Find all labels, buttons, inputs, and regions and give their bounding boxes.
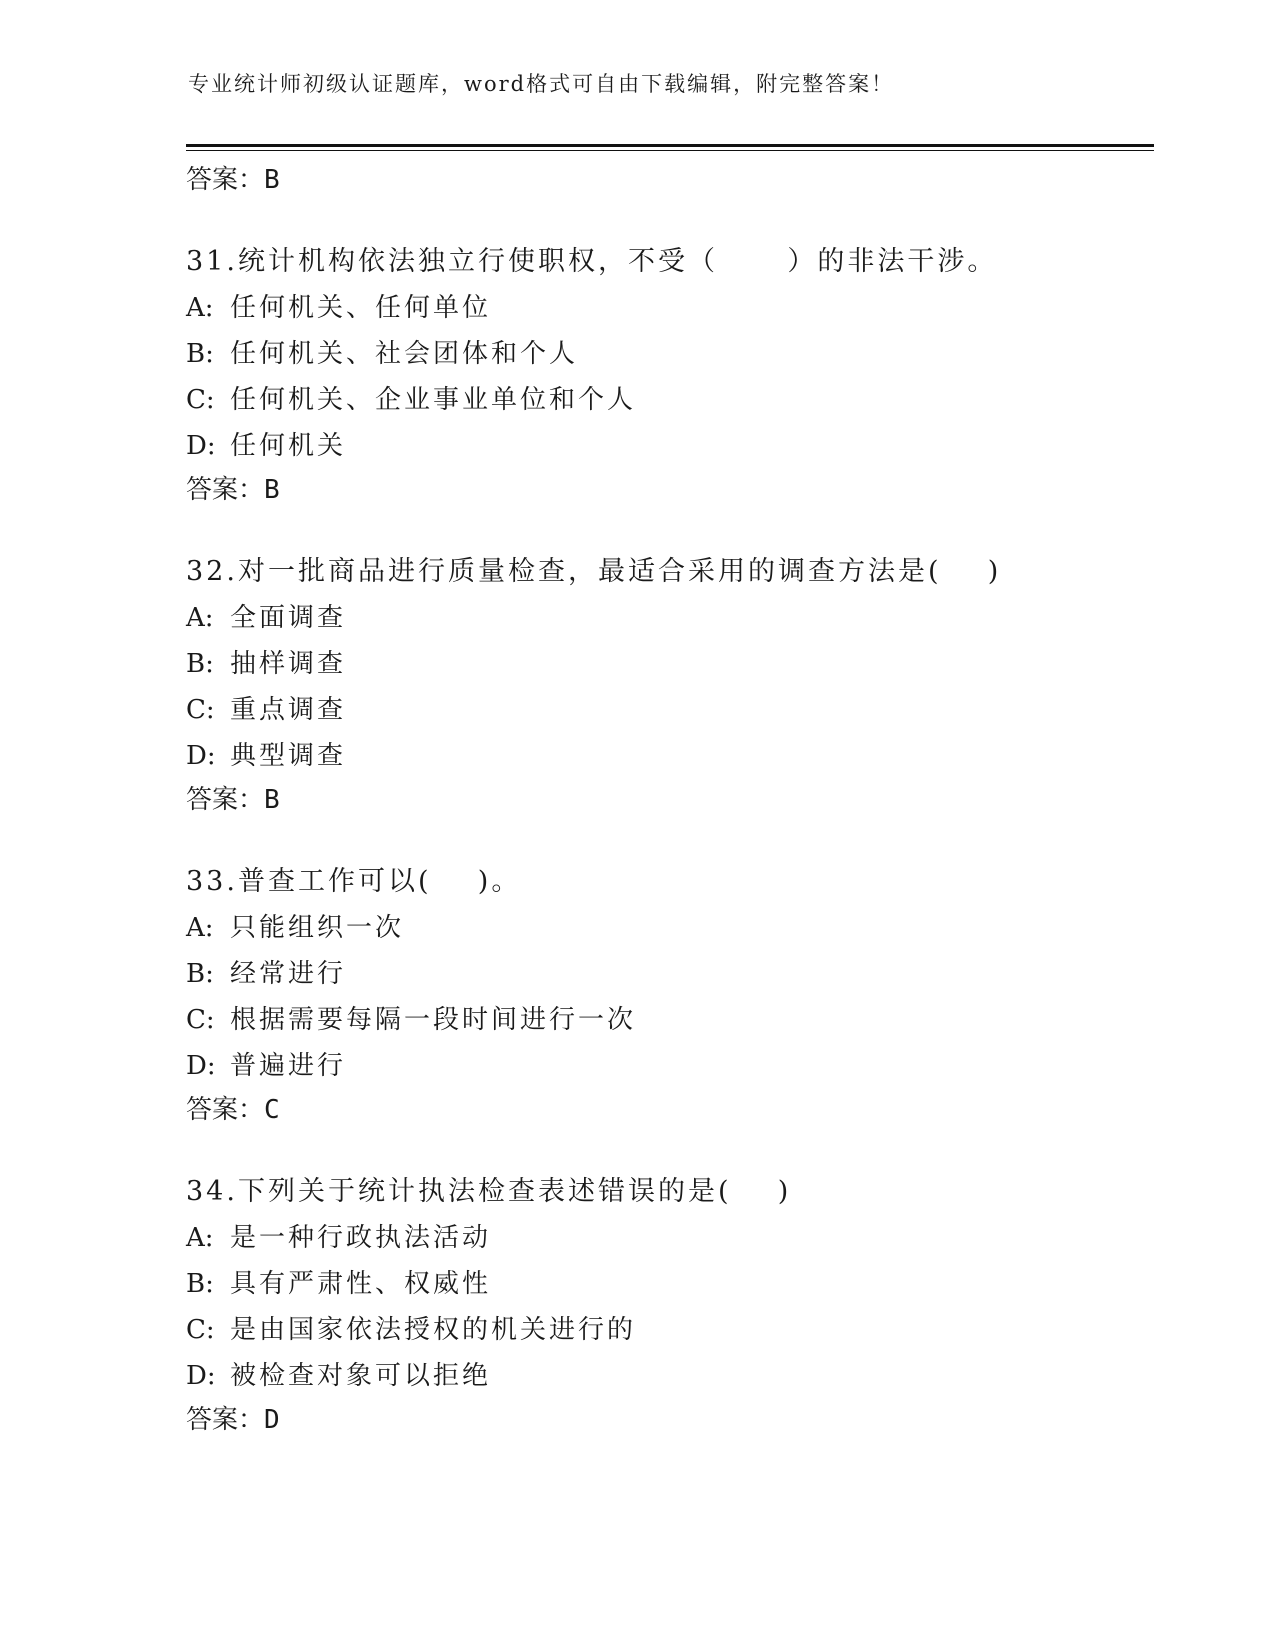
header-rule-thin [186,150,1154,151]
question-stem: 34.下列关于统计执法检查表述错误的是( ) [186,1176,792,1207]
option-letter: D: [186,1051,216,1081]
option-text: 任何机关、社会团体和个人 [230,339,579,369]
option-letter: D: [186,741,216,771]
option-d [186,1048,1146,1084]
option-b [186,646,1146,682]
option-text: 全面调查 [230,603,347,633]
option-letter: C: [186,1315,215,1345]
option-text: 典型调查 [230,741,347,771]
answer-line [186,472,1146,508]
option-letter: D: [186,431,216,461]
option-d [186,1358,1146,1394]
answer-value: B [264,165,280,195]
option-letter: C: [186,1005,215,1035]
answer-value: C [264,1095,280,1125]
option-text: 根据需要每隔一段时间进行一次 [230,1005,637,1035]
option-c [186,1002,1146,1038]
option-text: 被检查对象可以拒绝 [230,1361,492,1391]
option-a [186,290,1146,326]
option-text: 经常进行 [230,959,347,989]
question-32 [186,554,1146,818]
answer-label: 答案： [186,785,265,815]
option-c [186,382,1146,418]
question-stem: 31.统计机构依法独立行使职权，不受（ ）的非法干涉。 [186,246,998,277]
option-text: 普遍进行 [230,1051,347,1081]
question-stem: 33.普查工作可以( )。 [186,866,522,897]
question-34 [186,1174,1146,1438]
option-b [186,1266,1146,1302]
answer-value: B [264,785,280,815]
option-b [186,336,1146,372]
option-text: 具有严肃性、权威性 [230,1269,492,1299]
answer-label: 答案： [186,165,265,195]
answer-label: 答案： [186,475,265,505]
option-text: 任何机关、任何单位 [230,293,492,323]
option-letter: C: [186,695,215,725]
answer-label: 答案： [186,1095,265,1125]
option-d [186,738,1146,774]
option-letter: D: [186,1361,216,1391]
option-text: 重点调查 [230,695,347,725]
option-letter: A: [186,603,214,633]
option-letter: C: [186,385,215,415]
option-a [186,600,1146,636]
option-text: 是一种行政执法活动 [230,1223,492,1253]
option-text: 只能组织一次 [230,913,405,943]
option-letter: A: [186,913,214,943]
option-d [186,428,1146,464]
page-header: 专业统计师初级认证题库，word格式可自由下载编辑，附完整答案！ [188,72,895,96]
answer-line [186,782,1146,818]
option-letter: B: [186,339,214,369]
question-stem: 32.对一批商品进行质量检查，最适合采用的调查方法是( ) [186,556,1002,587]
option-letter: A: [186,1223,214,1253]
question-33 [186,864,1146,1128]
option-letter: B: [186,1269,214,1299]
option-c [186,692,1146,728]
answer-value: D [264,1405,280,1435]
option-text: 抽样调查 [230,649,347,679]
answer-line-prev [186,162,1146,198]
option-text: 任何机关、企业事业单位和个人 [230,385,637,415]
option-letter: A: [186,293,214,323]
option-text: 任何机关 [230,431,347,461]
option-a [186,910,1146,946]
option-letter: B: [186,959,214,989]
question-list [186,162,1146,1438]
answer-value: B [264,475,280,505]
answer-label: 答案： [186,1405,265,1435]
header-rule-thick [186,144,1154,147]
option-a [186,1220,1146,1256]
option-text: 是由国家依法授权的机关进行的 [230,1315,637,1345]
question-31 [186,244,1146,508]
option-letter: B: [186,649,214,679]
option-c [186,1312,1146,1348]
answer-line [186,1092,1146,1128]
option-b [186,956,1146,992]
answer-line [186,1402,1146,1438]
